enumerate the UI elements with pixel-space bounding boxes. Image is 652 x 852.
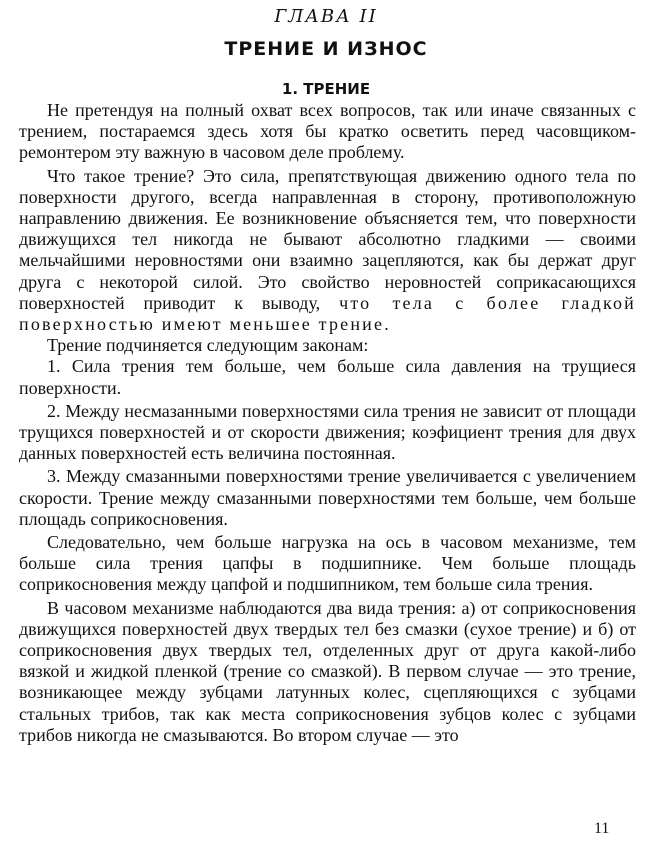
law-1: 1. Сила трения тем больше, чем больше сила давления на трущиеся поверхности. xyxy=(19,356,636,398)
body-text xyxy=(19,100,636,746)
paragraph-definition xyxy=(19,166,636,336)
paragraph-laws-intro: Трение подчиняется следующим законам: xyxy=(47,335,369,356)
paragraph-consequence: Следовательно, чем больше нагрузка на ось в часовом механизме, тем больше сила трения цапфы в подшипнике. Чем больше площадь соприкосновения между цапфой и подшипником, тем больше сила трения. xyxy=(19,532,636,595)
paragraph-intro: Не претендуя на полный охват всех вопросов, так или иначе связанных с трением, постараемся здесь хотя бы кратко осветить перед часовщиком-ремонтером эту важную в часовом деле проблему. xyxy=(19,100,636,163)
paragraph-friction-types: В часовом механизме наблюдаются два вида трения: а) от соприкосновения движущихся поверхностей двух твердых тел без смазки (сухое трение) и б) от соприкосновения двух твердых тел, отделенных друг от друга какой-либо вязкой и жидкой пленкой (трение со смазкой). В первом случае — это трение, возникающее между зубцами латунных колес, сцепляющихся с зубцами стальных трибов, так как места соприкосновения зубцов колес с зубцами трибов никогда не смазываются. Во втором случае — это xyxy=(19,597,636,745)
chapter-heading: ГЛАВА II xyxy=(274,6,378,27)
paragraph-definition-text: Что такое трение? Это сила, препятствующая движению одного тела по поверхности другого, всегда направленная в сторону, противоположную направлению движения. Ее возникновение объясняется тем, что поверхности движущихся тел никогда не бывают абсолютно гладкими — своими мельчайшими неровностями они взаимно зацепляются, как бы держат друг друга с некоторой силой. Это свойство неровностей соприкасающихся поверхностей приводит к выводу, xyxy=(19,165,636,313)
chapter-title: ТРЕНИЕ И ИЗНОС xyxy=(224,38,428,60)
law-2: 2. Между несмазанными поверхностями сила трения не зависит от площади трущихся поверхностей и от скорости движения; коэфициент трения для двух данных поверхностей есть величина постоянная. xyxy=(19,400,636,464)
page-number: 11 xyxy=(594,820,610,837)
law-3: 3. Между смазанными поверхностями трение увеличивается с увеличением скорости. Трение между смазанными поверхностями тем больше, чем больше площадь соприкосновения. xyxy=(19,466,636,529)
section-heading: 1. ТРЕНИЕ xyxy=(281,80,371,98)
emphasized-conclusion: что тела с более гладкой поверхностью имеют меньшее трение. xyxy=(19,292,637,335)
